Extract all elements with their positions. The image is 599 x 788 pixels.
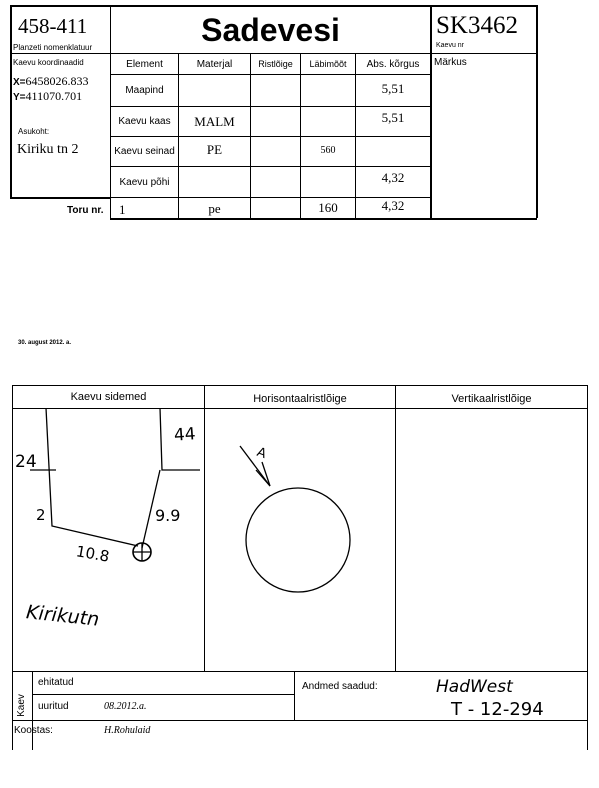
inspected-label: uuritud (38, 701, 69, 712)
y-label: Y= (13, 92, 26, 103)
col-header-notes: Märkus (434, 57, 467, 68)
row-element: Kaevu kaas (118, 116, 171, 127)
row-height: 4,32 (381, 170, 405, 185)
col-header-cross-section: Ristlõige (258, 59, 293, 69)
plan-caption: Planzeti nomenklatuur (13, 43, 93, 52)
pipe-number: 1 (119, 202, 126, 217)
well-number: SK3462 (436, 12, 518, 39)
col-header-abs-height: Abs. kõrgus (366, 58, 420, 70)
data-source-company: HadWest (436, 677, 513, 697)
vertical-section-title: Vertikaalristlõige (451, 393, 532, 405)
sketch-label-9-9: 9.9 (155, 506, 181, 525)
sketch-label-2: 2 (36, 506, 46, 524)
x-value: 6458026.833 (25, 74, 89, 88)
horizontal-section-title: Horisontaalristlõige (253, 393, 347, 405)
built-label: ehitatud (38, 677, 74, 688)
street-name-label: Kirikutn (25, 601, 101, 631)
data-source-label: Andmed saadud: (302, 681, 378, 692)
data-source-reference: T - 12-294 (451, 699, 544, 720)
section-arrow-label: A (254, 444, 269, 463)
row-element: Kaevu põhi (119, 176, 170, 188)
row-material: PE (206, 142, 223, 157)
col-header-element: Element (126, 58, 163, 70)
page-title: Sadevesi (201, 11, 340, 48)
well-cross-section-circle (246, 488, 350, 592)
plan-number: 458-411 (18, 14, 88, 38)
row-height: 5,51 (381, 81, 405, 96)
row-element: Maapind (125, 85, 164, 96)
y-value: 411070.701 (25, 89, 83, 103)
coords-label: Kaevu koordinaadid (13, 58, 84, 67)
footer-side-label: Kaev (15, 694, 27, 717)
pipe-height: 4,32 (381, 198, 405, 213)
compiled-label: Koostas: (14, 725, 53, 736)
pipe-material: pe (208, 201, 221, 216)
sketch-label-44: 44 (173, 424, 197, 446)
col-header-material: Materjal (196, 58, 233, 70)
row-height: 5,51 (381, 110, 405, 125)
sketch-label-24: 24 (15, 452, 37, 472)
col-header-diameter: Läbimõõt (309, 59, 347, 69)
pipe-diameter: 160 (318, 200, 338, 215)
connections-title: Kaevu sidemed (70, 391, 147, 403)
row-diameter: 560 (320, 144, 336, 156)
inspected-value: 08.2012.a. (104, 701, 147, 712)
well-caption: Kaevu nr (436, 42, 465, 49)
pipe-label: Toru nr. (67, 205, 104, 216)
x-label: X= (13, 77, 26, 88)
date-line: 30. august 2012. a. (18, 340, 72, 346)
row-element: Kaevu seinad (114, 146, 175, 157)
location-label: Asukoht: (18, 127, 50, 136)
location-value: Kiriku tn 2 (17, 142, 79, 157)
row-material: MALM (194, 113, 235, 129)
compiled-value: H.Rohulaid (104, 725, 151, 736)
sketch-label-10-8: 10.8 (74, 542, 111, 566)
